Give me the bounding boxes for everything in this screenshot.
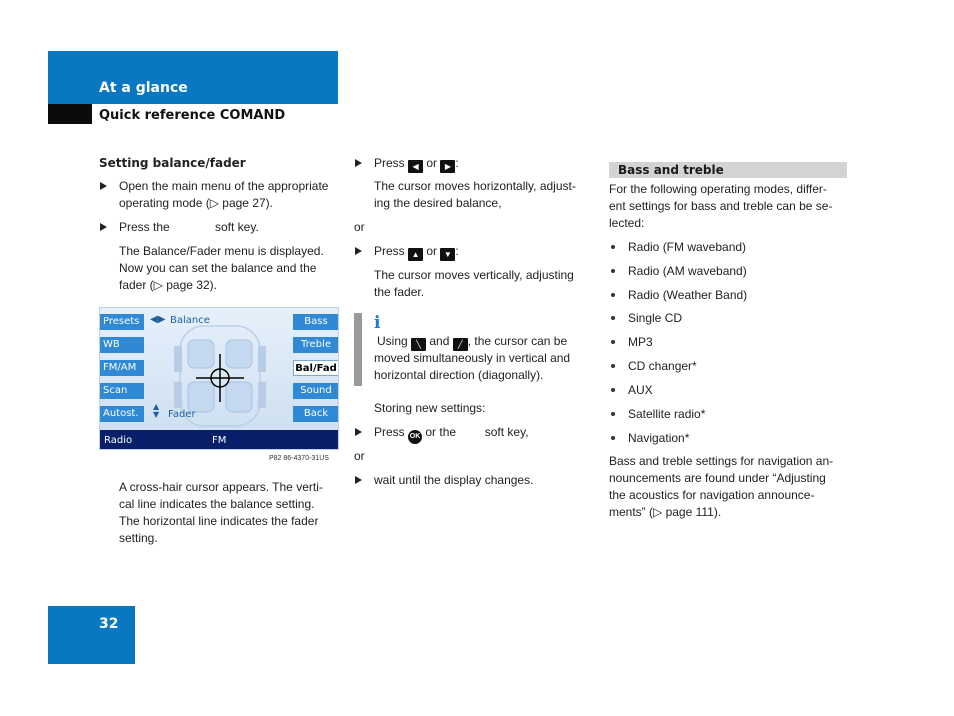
treble-button[interactable]: Treble xyxy=(293,337,339,353)
soft-key-text: soft key, xyxy=(484,425,529,439)
wb-button[interactable]: WB xyxy=(100,337,144,353)
bullet-icon xyxy=(611,436,615,440)
list-item: MP3 xyxy=(628,335,653,349)
step-arrow-icon xyxy=(100,223,107,231)
section-tab-marker xyxy=(48,104,92,124)
step2-text-pre: Press the xyxy=(119,220,170,234)
fader-arrows-icon: ▲ ▼ xyxy=(153,402,160,419)
bullet-icon xyxy=(611,316,615,320)
right-arrow-key-icon: ▶ xyxy=(440,160,455,173)
result-line2: Now you can set the balance and the xyxy=(119,261,317,275)
image-code: P82 86-4370-31US xyxy=(269,455,329,462)
or-text: or xyxy=(426,244,438,258)
info-line1 xyxy=(377,333,567,351)
colon-text: : xyxy=(455,156,459,170)
cursor-desc-line2: cal line indicates the balance setting. xyxy=(119,497,315,511)
vertical-result-line1: The cursor moves vertically, adjusting xyxy=(374,268,574,282)
step-arrow-icon xyxy=(355,476,362,484)
press-text: Press xyxy=(374,156,405,170)
info-and-text: and xyxy=(429,334,450,348)
info-rest-text: , the cursor can be xyxy=(467,334,568,348)
bullet-icon xyxy=(611,269,615,273)
status-source: Radio xyxy=(104,435,133,446)
list-item: Single CD xyxy=(628,311,683,325)
step-arrow-icon xyxy=(355,159,362,167)
press-ok-step xyxy=(374,424,529,444)
balance-fader-heading: Setting balance/fader xyxy=(99,156,246,170)
crosshair-cursor-icon[interactable] xyxy=(196,354,244,402)
left-arrow-key-icon: ◀ xyxy=(408,160,423,173)
page-number-box xyxy=(48,606,135,664)
bass-button[interactable]: Bass xyxy=(293,314,339,330)
bullet-icon xyxy=(611,412,615,416)
horizontal-result-line1: The cursor moves horizontally, adjust- xyxy=(374,179,576,193)
list-item: Satellite radio* xyxy=(628,407,706,421)
step2-text-post: soft key. xyxy=(215,220,259,234)
wait-step-text: wait until the display changes. xyxy=(374,473,534,487)
bullet-icon xyxy=(611,245,615,249)
press-text: Press xyxy=(374,244,405,258)
list-item: Navigation* xyxy=(628,431,690,445)
screen-status-bar xyxy=(100,430,339,450)
or-separator: or xyxy=(354,449,365,463)
autost-button[interactable]: Autost. xyxy=(100,406,144,422)
bal-fad-button[interactable]: Bal/Fad xyxy=(293,360,339,376)
bullet-icon xyxy=(611,364,615,368)
list-item: Radio (FM waveband) xyxy=(628,240,747,254)
diagonal-down-key-icon: ╲ xyxy=(411,338,426,351)
status-band: FM xyxy=(212,435,227,446)
or-separator: or xyxy=(354,220,365,234)
press-text: Press xyxy=(374,425,405,439)
list-item: Radio (Weather Band) xyxy=(628,288,748,302)
note-line1: Bass and treble settings for navigation an- xyxy=(609,454,834,468)
bass-treble-heading: Bass and treble xyxy=(618,163,724,177)
intro-line3: lected: xyxy=(609,216,645,230)
result-line3: fader (▷ page 32). xyxy=(119,278,217,292)
up-arrow-key-icon: ▲ xyxy=(408,248,423,261)
step1-line1: Open the main menu of the appropriate xyxy=(119,179,329,193)
bullet-icon xyxy=(611,340,615,344)
storing-settings-text: Storing new settings: xyxy=(374,401,486,415)
or-text: or xyxy=(426,156,438,170)
step1-line2: operating mode (▷ page 27). xyxy=(119,196,273,210)
note-line3: the acoustics for navigation announce- xyxy=(609,488,815,502)
step-arrow-icon xyxy=(355,247,362,255)
fader-label: Fader xyxy=(168,409,196,420)
info-line3: horizontal direction (diagonally). xyxy=(374,368,544,382)
info-line2: moved simultaneously in vertical and xyxy=(374,351,571,365)
balance-label: Balance xyxy=(170,315,210,326)
note-line4: ments” (▷ page 111). xyxy=(609,505,722,519)
colon-text: : xyxy=(455,244,459,258)
bullet-icon xyxy=(611,388,615,392)
comand-display-screen xyxy=(99,307,339,450)
fm-am-button[interactable]: FM/AM xyxy=(100,360,144,376)
scan-button[interactable]: Scan xyxy=(100,383,144,399)
list-item: AUX xyxy=(628,383,653,397)
press-left-right-step xyxy=(374,155,459,173)
diagonal-up-key-icon: ╱ xyxy=(453,338,468,351)
section-header-bar xyxy=(48,51,338,104)
back-button[interactable]: Back xyxy=(293,406,339,422)
list-item: CD changer* xyxy=(628,359,697,373)
sound-button[interactable]: Sound xyxy=(293,383,339,399)
info-using-text: Using xyxy=(377,334,408,348)
intro-line1: For the following operating modes, differ- xyxy=(609,182,827,196)
horizontal-result-line2: ing the desired balance, xyxy=(374,196,502,210)
section-title: At a glance xyxy=(99,80,188,96)
page-number: 32 xyxy=(99,616,119,632)
or-the-text: or the xyxy=(425,425,457,439)
vertical-result-line2: the fader. xyxy=(374,285,425,299)
presets-button[interactable]: Presets xyxy=(100,314,144,330)
note-line2: nouncements are found under “Adjusting xyxy=(609,471,826,485)
cursor-desc-line4: setting. xyxy=(119,531,158,545)
list-item: Radio (AM waveband) xyxy=(628,264,747,278)
cursor-desc-line1: A cross-hair cursor appears. The verti- xyxy=(119,480,323,494)
bass-treble-heading-bar xyxy=(609,162,847,178)
ok-key-icon: OK xyxy=(408,430,422,444)
intro-line2: ent settings for bass and treble can be se- xyxy=(609,199,833,213)
result-line1: The Balance/Fader menu is displayed. xyxy=(119,244,324,258)
subsection-title: Quick reference COMAND xyxy=(99,108,286,123)
down-arrow-key-icon: ▼ xyxy=(440,248,455,261)
balance-arrows-icon: ◀▶ xyxy=(150,314,166,325)
press-up-down-step xyxy=(374,243,459,261)
info-icon: i xyxy=(374,313,381,333)
step-arrow-icon xyxy=(355,428,362,436)
bullet-icon xyxy=(611,293,615,297)
step-arrow-icon xyxy=(100,182,107,190)
info-bar xyxy=(354,313,362,386)
cursor-desc-line3: The horizontal line indicates the fader xyxy=(119,514,319,528)
